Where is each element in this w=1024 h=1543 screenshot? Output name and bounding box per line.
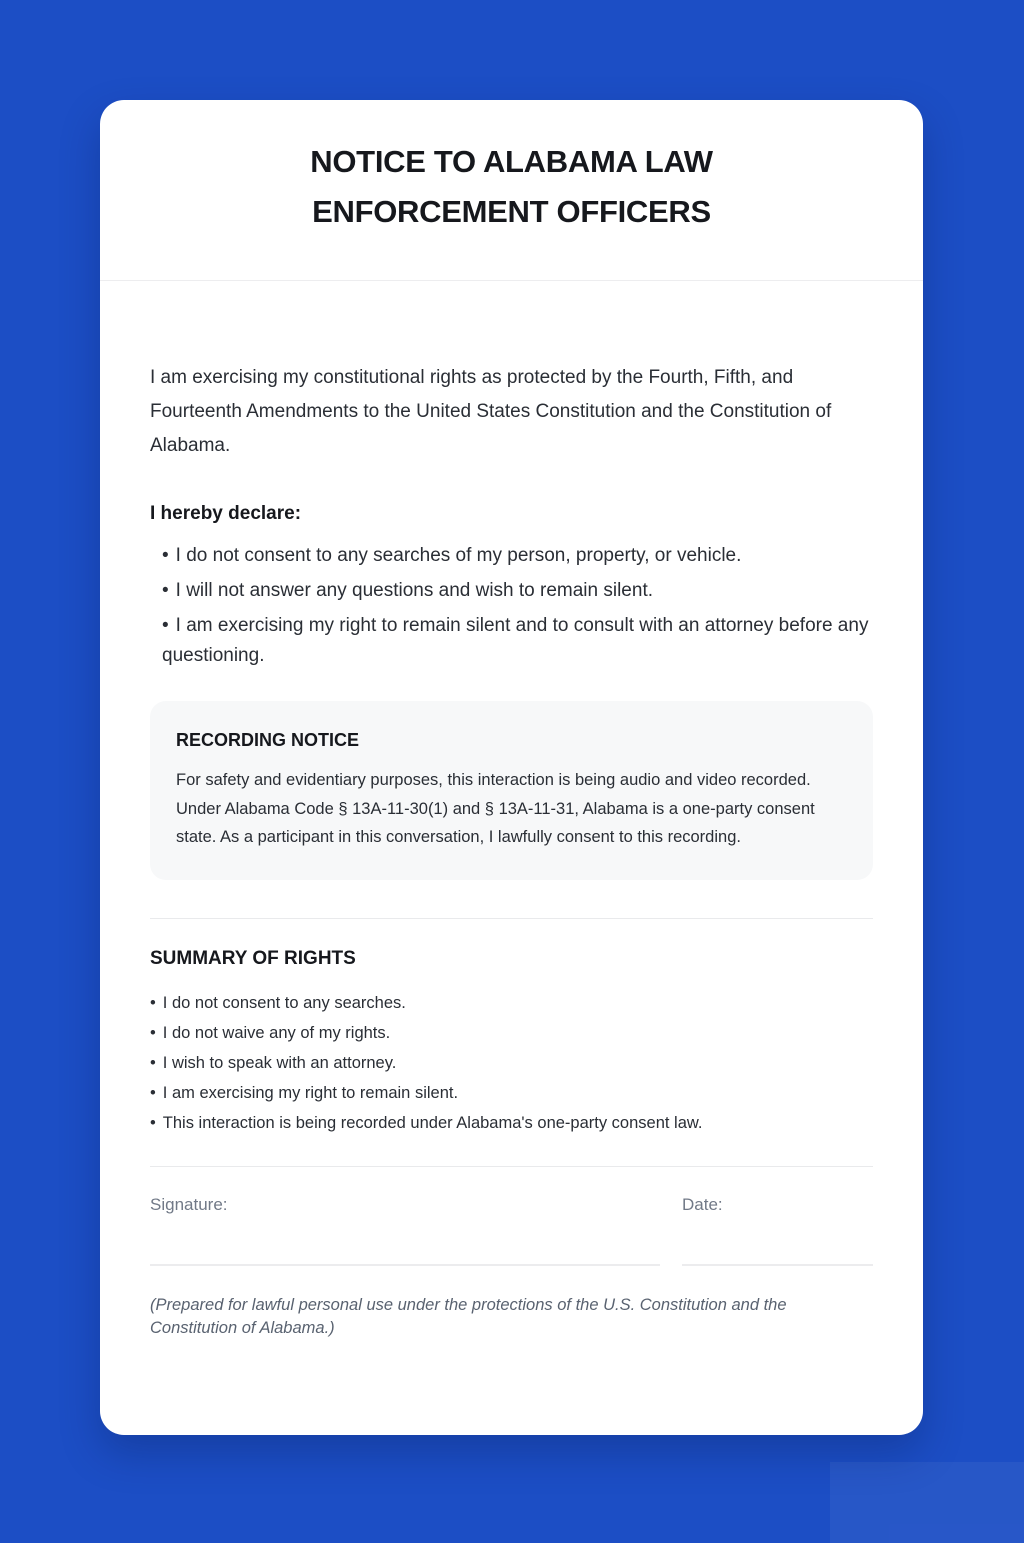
document-header — [100, 100, 923, 281]
list-item-text: I am exercising my right to remain silent. — [162, 1083, 459, 1102]
list-item-text: I do not consent to any searches. — [162, 993, 406, 1012]
section-divider — [150, 918, 873, 919]
bullet-icon: • — [150, 1113, 156, 1132]
list-item — [150, 1018, 873, 1048]
bullet-icon: • — [150, 993, 156, 1012]
bullet-icon: • — [162, 545, 169, 566]
list-item — [150, 988, 873, 1018]
page-title-line-1: NOTICE TO ALABAMA LAW — [310, 144, 713, 179]
list-item — [150, 1078, 873, 1108]
bullet-icon: • — [150, 1083, 156, 1102]
signature-label: Signature: — [150, 1194, 228, 1214]
list-item-text: This interaction is being recorded under Alabama's one-party consent law. — [162, 1113, 703, 1132]
signature-date-row — [150, 1193, 873, 1266]
date-field — [682, 1193, 873, 1266]
recording-notice-body: For safety and evidentiary purposes, this interaction is being audio and video recorded. Under Alabama Code § 13A-11-30(1) and § 13A-11-31, Alabama is a one-party consent state. As a participant in this conversation, I lawfully consent to this recording. — [176, 771, 815, 846]
recording-notice-heading: RECORDING NOTICE — [176, 730, 360, 750]
bottom-right-highlight — [830, 1462, 1024, 1543]
bullet-icon: • — [150, 1053, 156, 1072]
summary-of-rights-list — [150, 988, 873, 1138]
list-item-text: I do not consent to any searches of my person, property, or vehicle. — [175, 545, 742, 566]
section-divider — [150, 1166, 873, 1167]
bullet-icon: • — [162, 615, 169, 636]
document-body — [100, 281, 923, 1340]
list-item-text: I wish to speak with an attorney. — [162, 1053, 397, 1072]
date-line — [682, 1217, 873, 1266]
signature-field — [150, 1193, 660, 1266]
declaration-list — [150, 541, 873, 671]
list-item — [162, 541, 873, 571]
page-title — [150, 137, 873, 237]
list-item — [150, 1048, 873, 1078]
recording-notice-box — [150, 701, 873, 880]
list-item — [150, 1108, 873, 1138]
list-item — [162, 611, 873, 671]
signature-line — [150, 1217, 660, 1266]
page-title-line-2: ENFORCEMENT OFFICERS — [312, 194, 711, 229]
declaration-heading: I hereby declare: — [150, 503, 302, 524]
summary-of-rights-heading: SUMMARY OF RIGHTS — [150, 947, 356, 969]
list-item-text: I am exercising my right to remain silent and to consult with an attorney before any questioning. — [162, 615, 869, 666]
date-label: Date: — [682, 1194, 723, 1214]
list-item-text: I do not waive any of my rights. — [162, 1023, 391, 1042]
bullet-icon: • — [162, 580, 169, 601]
list-item-text: I will not answer any questions and wish to remain silent. — [175, 580, 654, 601]
intro-paragraph: I am exercising my constitutional rights as protected by the Fourth, Fifth, and Fourteenth Amendments to the United States Constitution and the Constitution of Alabama. — [150, 367, 832, 456]
notice-document-card — [100, 100, 923, 1435]
footer-disclaimer: (Prepared for lawful personal use under the protections of the U.S. Constitution and the Constitution of Alabama.) — [150, 1295, 787, 1337]
bullet-icon: • — [150, 1023, 156, 1042]
list-item — [162, 576, 873, 606]
